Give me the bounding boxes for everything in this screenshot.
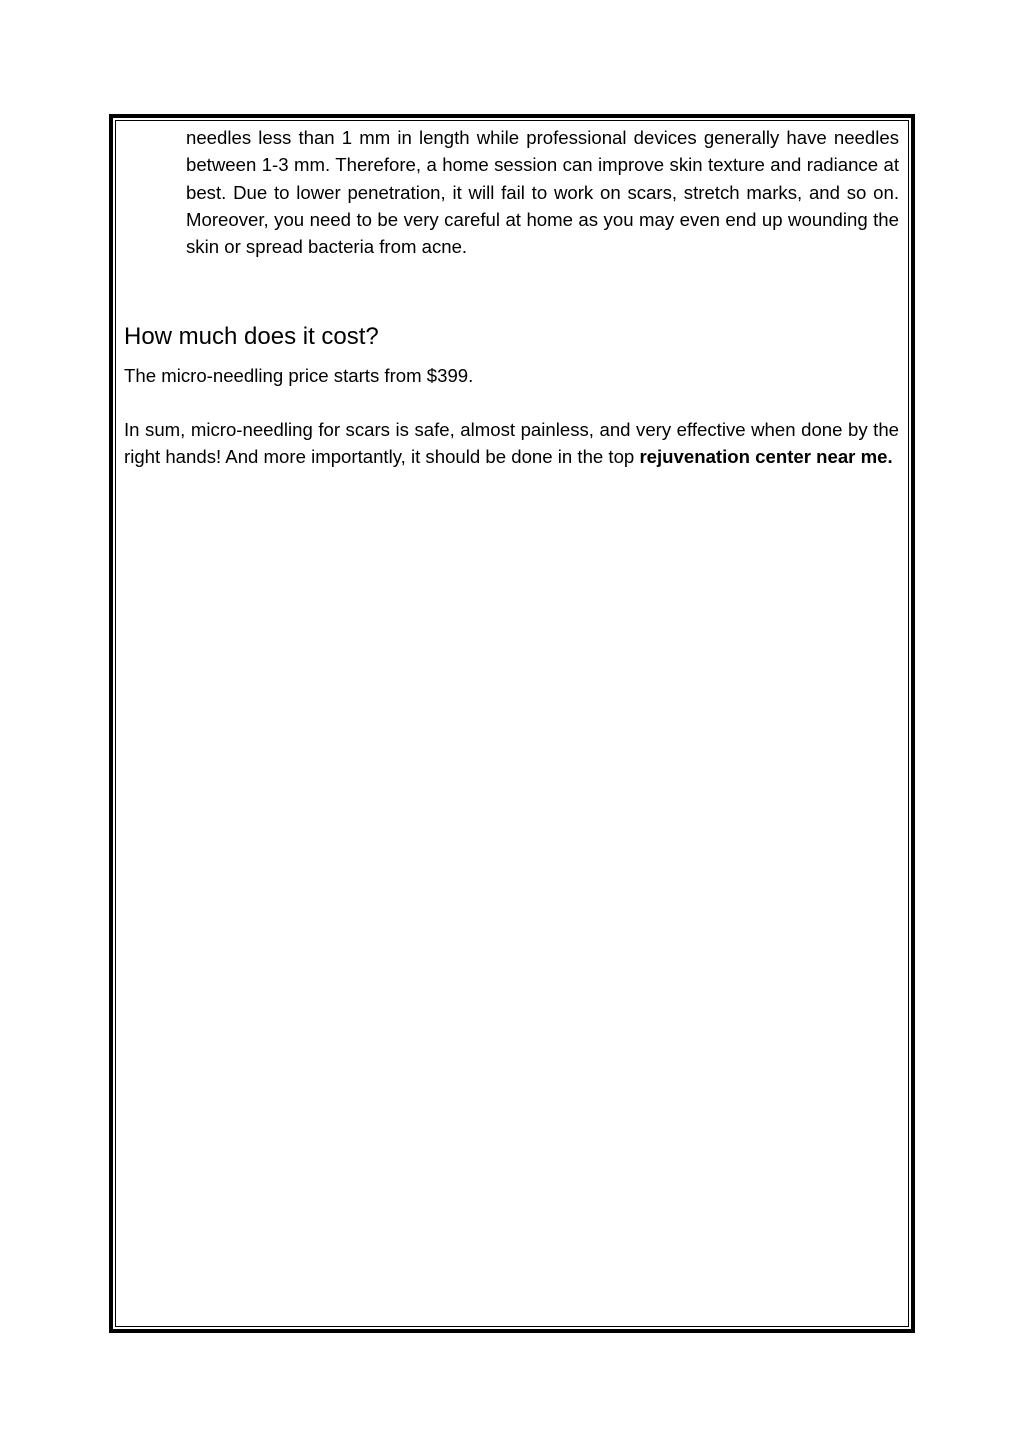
rejuvenation-center-text: rejuvenation center near me. xyxy=(639,446,893,468)
document-content xyxy=(124,124,899,470)
summary-paragraph xyxy=(124,416,899,471)
home-session-paragraph: needles less than 1 mm in length while professional devices generally have needles between 1-3 mm. Therefore, a home session can improve skin texture and radiance at best. Due to lower penetration, it will fail to work on scars, stretch marks, and so on. Moreover, you need to be very careful at home as you may even end up wounding the skin or spread bacteria from acne. xyxy=(186,127,899,258)
cost-section-heading: How much does it cost? xyxy=(124,323,379,351)
summary-text: In sum, micro-needling for scars is safe, almost painless, and very effective when done by the right hands! And more importantly, it should be done in the top xyxy=(124,418,899,468)
price-paragraph: The micro-needling price starts from $399. xyxy=(124,365,474,387)
